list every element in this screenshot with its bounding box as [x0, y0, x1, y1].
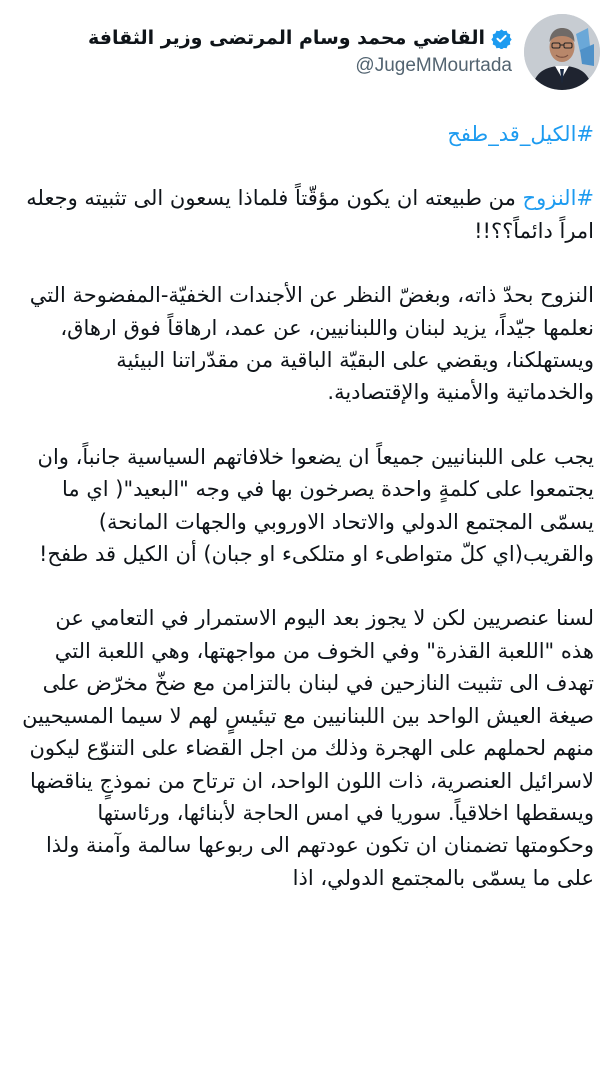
paragraph-text: من طبيعته ان يكون مؤقّتاً فلماذا يسعون الى تثبيته وجعله امراً دائماً؟؟!! — [26, 186, 594, 243]
author-handle[interactable]: @JugeMMourtada — [355, 55, 512, 76]
tweet-paragraph-2: النزوح بحدّ ذاته، وبغضّ النظر عن الأجندات الخفيّة-المفضوحة التي نعلمها جيّداً، يزيد لبنان واللبنانيين، عن عمد، ارهاقاً فوق ارهاق، ويستهلكنا، ويقضي على البقيّة الباقية من مقدّراتنا البيئية والخدماتية والأمنية والإقتصادية. — [29, 283, 594, 405]
hashtag-link[interactable]: #الكيل_قد_طفح — [447, 122, 594, 146]
tweet-headline — [22, 118, 594, 150]
hashtag-link[interactable]: #النزوح — [522, 186, 594, 211]
author-name-block — [88, 27, 512, 77]
author-name-row — [88, 27, 512, 49]
verified-badge-icon — [491, 28, 512, 49]
tweet-paragraph-3: يجب على اللبنانيين جميعاً ان يضعوا خلافاتهم السياسية جانباً، وان يجتمعوا على كلمةٍ واحدة يصرخون بها في وجه "البعيد"( اي ما يسمّى المجتمع الدولي والاتحاد الاوروبي والجهات المانحة) والقريب(اي كلّ متواطىء او متلكىء او جبان) أن الكيل قد طفح! — [37, 444, 594, 567]
author-avatar[interactable] — [524, 14, 600, 90]
tweet-paragraph-1 — [22, 182, 594, 247]
author-display-name[interactable]: القاضي محمد وسام المرتضى وزير الثقافة — [88, 27, 485, 49]
tweet-author-header — [88, 14, 600, 90]
tweet-text — [22, 118, 594, 926]
tweet-paragraph-4: لسنا عنصريين لكن لا يجوز بعد اليوم الاستمرار في التعامي عن هذه "اللعبة القذرة" وفي الخوف من مواجهتها، وهي اللعبة التي تهدف الى تثبيت النازحين في لبنان بالتزامن مع ضخّ مخرّض على صيغة العيش الواحد بين اللبنانيين مع تيئيسٍ لهم لا سيما المسيحيين منهم لحملهم على الهجرة وذلك من اجل القضاء على التنوّع ليكون لاسرائيل العنصرية، ذات اللون الواحد، ان ترتاح من نموذجٍ يناقضها ويسقطها اخلاقياً. سوريا في امس الحاجة لأبنائها، ورئاستها وحكومتها تضمنان ان تكون عودتهم الى ربوعها سالمة وآمنة ولذا على ما يسمّى بالمجتمع الدولي، اذا — [22, 606, 594, 890]
